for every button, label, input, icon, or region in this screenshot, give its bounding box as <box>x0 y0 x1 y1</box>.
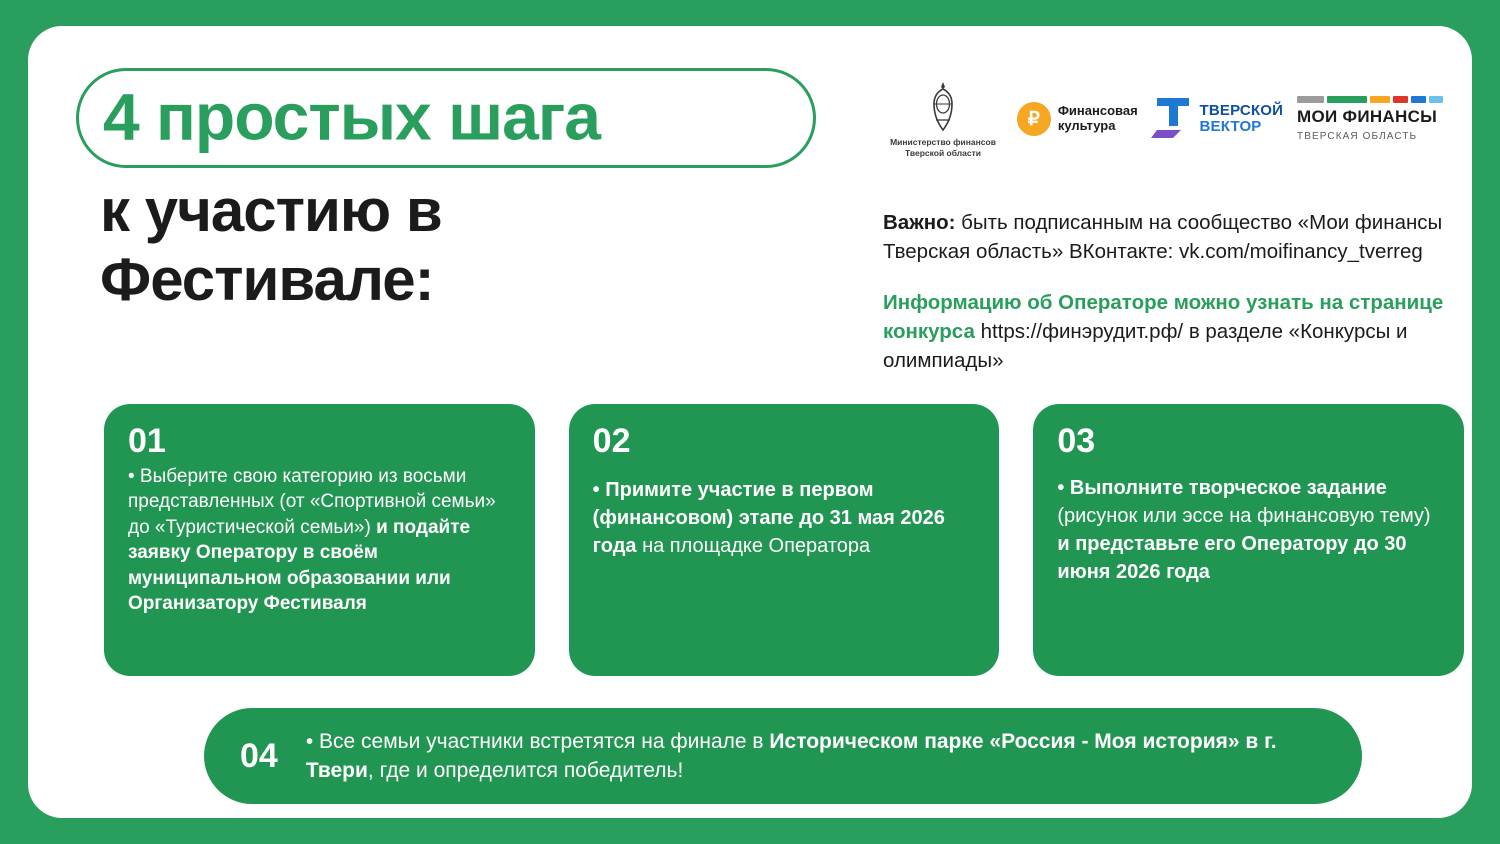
step-number-03: 03 <box>1057 422 1096 460</box>
step-02-text-bold: • Примите участие в первом (финансовом) этапе до 31 мая 2026 года <box>592 479 945 557</box>
info-operator-text: https://финэрудит.рф/ в разделе «Конкурсы и олимпиады» <box>883 320 1408 373</box>
t-arrow-mark-icon <box>1151 96 1195 142</box>
step-number-02: 02 <box>592 422 631 460</box>
coat-of-arms-icon <box>923 80 963 134</box>
step-card-04 <box>204 708 1362 804</box>
info-operator-highlight: Информацию об Операторе можно узнать на странице конкурса <box>883 291 1444 344</box>
step-card-02 <box>569 404 1000 676</box>
step-text-01 <box>128 464 509 617</box>
step-01-text-bold: и подайте заявку Оператору в своём муниципальном образовании или Организатору Фестиваля <box>128 516 471 615</box>
step-03-text-plain: (рисунок или эссе на финансовую тему) <box>1057 505 1431 527</box>
logo-moi-finansy-bars <box>1297 96 1443 103</box>
title-pill <box>76 68 816 168</box>
content-card <box>28 26 1472 818</box>
logo-tverskoy-vector-line-1: ТВЕРСКОЙ <box>1199 102 1284 120</box>
step-card-03 <box>1033 404 1464 676</box>
logo-financial-culture-line-2: культура <box>1057 118 1116 133</box>
logo-moi-finansy-title: МОИ ФИНАНСЫ <box>1296 107 1438 126</box>
logo-moi-finansy <box>1297 96 1443 142</box>
step-03-text-bold-2: и представьте его Оператору до 30 июня 2026 года <box>1057 533 1407 583</box>
page-title-line-2: Фестивале: <box>100 246 434 313</box>
step-number-04: 04 <box>240 736 278 775</box>
logo-ministry-of-finance <box>883 80 1003 158</box>
logo-tverskoy-vector <box>1151 96 1283 142</box>
step-card-01 <box>104 404 535 676</box>
page-title-rest <box>100 176 800 314</box>
info-important-text: быть подписанным на сообщество «Мои финансы Тверская область» ВКонтакте: vk.com/moifinancy_tverreg <box>883 211 1443 264</box>
logo-ministry-caption-line-2: Тверской области <box>904 147 982 158</box>
logo-tverskoy-vector-text <box>1199 103 1283 135</box>
info-important-label: Важно: <box>883 211 956 234</box>
logo-financial-culture-line-1: Финансовая <box>1057 103 1138 119</box>
logo-financial-culture-text <box>1058 104 1138 134</box>
step-text-02 <box>593 476 974 560</box>
step-04-text-plain-2: , где и определится победитель! <box>367 759 684 782</box>
logo-strip <box>883 64 1443 174</box>
logo-ministry-caption <box>890 137 996 158</box>
step-text-03 <box>1057 474 1438 586</box>
info-paragraph-important <box>883 208 1448 266</box>
logo-moi-finansy-subtitle: ТВЕРСКАЯ ОБЛАСТЬ <box>1296 131 1418 142</box>
step-01-text-plain: • Выберите свою категорию из восьми представленных (от «Спортивной семьи» до «Туристической семьи») <box>128 466 496 538</box>
step-number-01: 01 <box>128 422 166 460</box>
page-title-highlight: 4 простых шага <box>103 79 601 154</box>
step-04-text-bold: Историческом парке «Россия - Моя история» в г. Твери <box>305 729 1277 782</box>
info-block <box>883 208 1448 398</box>
step-02-text-plain: на площадке Оператора <box>636 535 871 557</box>
ruble-coin-icon: ₽ <box>1017 102 1051 136</box>
logo-ministry-caption-line-1: Министерство финансов <box>890 136 996 147</box>
page-title-line-1: к участию в <box>100 177 442 244</box>
info-paragraph-operator <box>883 288 1448 375</box>
step-04-text-plain-1: • Все семьи участники встретятся на финале в <box>305 729 770 753</box>
steps-row <box>104 404 1464 684</box>
logo-financial-culture <box>1017 102 1138 136</box>
step-03-text-bold-1: • Выполните творческое задание <box>1057 477 1387 499</box>
logo-tverskoy-vector-line-2: ВЕКТОР <box>1199 118 1262 135</box>
step-text-04 <box>306 727 1362 786</box>
